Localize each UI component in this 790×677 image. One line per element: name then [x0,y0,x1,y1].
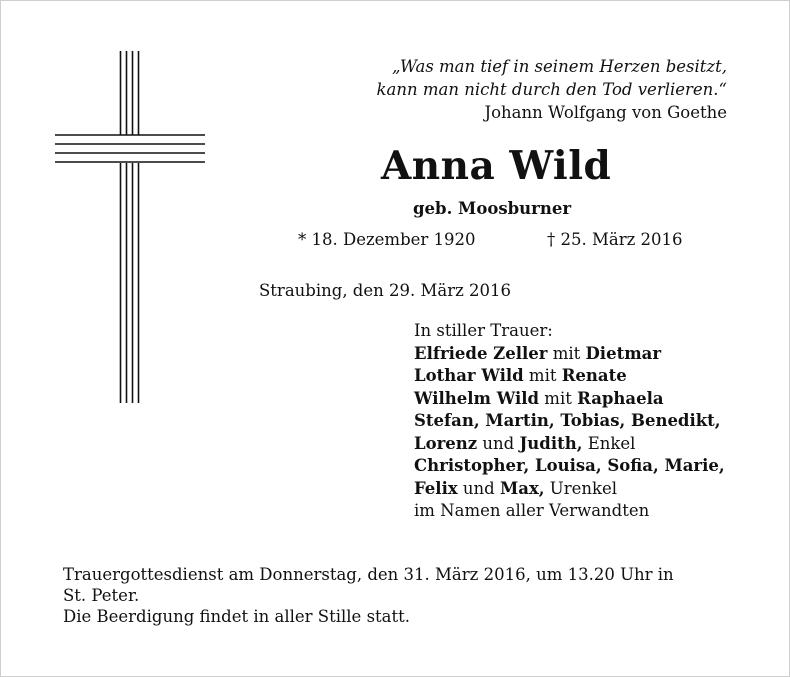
mourner-name: Elfriede Zeller [414,343,548,363]
mourner-connector: mit [547,343,586,363]
mourner-connector: Enkel [582,433,636,453]
mourner-name: Renate [561,366,627,385]
mourner-line [414,500,725,523]
service-line-2: St. Peter. [63,586,140,605]
mourners-intro: In stiller Trauer: [414,321,553,340]
mourner-name: Lorenz [414,433,478,453]
mourner-line [414,433,725,456]
mourner-line [414,410,725,433]
service-line-1: Trauergottesdienst am Donnerstag, den 31. März 2016, um 13.20 Uhr in [63,565,674,584]
place-date: Straubing, den 29. März 2016 [259,281,512,300]
service-info [63,564,674,627]
mourner-line [414,478,725,501]
mourner-line [414,455,725,478]
mourner-connector: im Namen aller Verwandten [414,501,650,520]
birth-date: * 18. Dezember 1920 [298,230,476,249]
mourner-name: Judith, [519,433,583,453]
service-line-3: Die Beerdigung findet in aller Stille statt. [63,607,411,626]
mourner-connector: mit [523,366,562,385]
goethe-quote [377,55,727,124]
deceased-name: Anna Wild [381,143,612,189]
mourner-line [414,388,725,411]
maiden-name: geb. Moosburner [413,199,572,218]
mourner-lines [414,343,725,523]
quote-line-1: „Was man tief in seinem Herzen besitzt, [392,57,727,76]
mourner-name: Stefan, Martin, Tobias, Benedikt, [414,411,721,430]
mourner-line [414,365,725,388]
quote-line-2: kann man nicht durch den Tod verlieren.“ [376,80,727,99]
mourner-connector: und [477,433,520,453]
mourner-name: Christopher, Louisa, Sofia, Marie, [414,456,725,475]
mourner-name: Raphaela [577,388,664,408]
mourner-name: Wilhelm Wild [414,388,540,408]
mourner-name: Max, [500,478,545,498]
mourner-name: Dietmar [585,343,662,363]
cross-icon [55,51,205,403]
mourner-connector: mit [539,388,578,408]
mourner-name: Lothar Wild [414,366,524,385]
death-date: † 25. März 2016 [547,230,683,249]
mourner-connector: und [457,478,500,498]
quote-author: Johann Wolfgang von Goethe [484,103,727,122]
mourner-line [414,343,725,366]
mourner-name: Felix [414,478,458,498]
mourners-list [414,320,725,523]
mourner-connector: Urenkel [544,478,618,498]
